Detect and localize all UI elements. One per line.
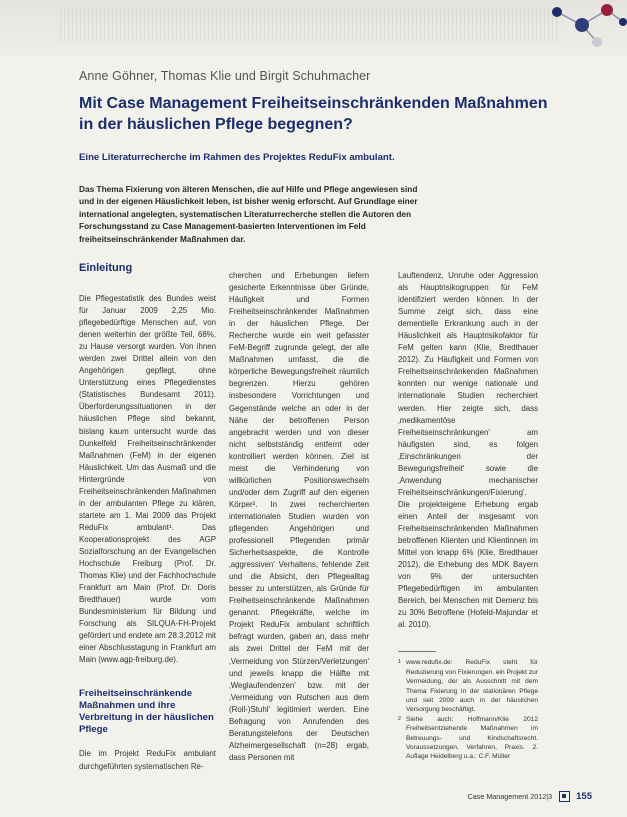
article-subtitle: Eine Literaturrecherche im Rahmen des Projektes ReduFix ambulant. [79,152,395,163]
footnote-number: 1 [398,659,402,666]
section-heading-fem: Freiheitseinschränkende Maßnahmen und ihre Verbreitung in der häuslichen Pflege [79,688,214,736]
molecule-decoration-icon [537,0,627,50]
body-paragraph: cherchen und Erhebungen liefern gesicherte Erkenntnisse über Gründe, Häufigkeit und Formen Freiheitseinschränkender Maßnahmen in der häuslichen Pflege. Der Recherche wurde ein weit gefasster FeM-Begriff zugrunde gelegt, der alle Maßnahmen umfasst, die die körperliche Bewegungsfreiheit räumlich begrenzen. Hierzu gehören insbesondere Vorrichtungen und Gegenstände welche an oder in der Nähe der betroffenen Person angebracht werden und von dieser nicht selbstständig entfernt oder kontrolliert werden können. Ziel ist meist die Verhinderung von willkürlichen Positionswechseln und/oder dem Zugriff auf den eigenen Körper². In zwei recherchierten internationalen Studien wurden von pflegenden Angehörigen und professionell Pflegenden primär Sicherheitsaspekte, die Kontrolle ‚aggressiven' Verhaltens, fehlende Zeit und die Absicht, den Pflegealltag besser zu unterstützen, als Gründe für Freiheitseinschränkende Maßnahmen genannt. Pflegekräfte, welche im Projekt ReduFix ambulant schriftlich befragt wurden, gaben an, dass mehr als zwei Drittel der FeM mit der ‚Vermeidung von Stürzen/Verletzungen' und jeweils knapp die Hälfte mit ‚Weglaufendenzen' bzw. mit der ‚Vermeidung von Rutschen aus dem (Roll-)Stuhl' legitimiert werden. Eine Befragung von Anrufenden des Beratungstelefons der Deutschen Alzheimergesellschaft (n=28) ergab, dass Personen mit [229,271,369,762]
page-number: 155 [576,791,592,802]
footnote-divider [398,651,436,652]
section-heading-einleitung: Einleitung [79,262,133,274]
body-paragraph: Lauftendenz, Unruhe oder Aggression als Hauptrisikogruppen für FeM identifiziert werden können. In der Summe zeigt sich, dass eine dementielle Erkrankung auch in der Häuslichkeit als Hauptrisikofaktor für FeM gelten kann (Klie, Bredthauer 2012). Zu Häufigkeit und Formen von Freiheitseinschränkenden Maßnahmen konnten nur wenige nationale und internationale Studien recherchiert werden. Hier zeigte sich, dass ‚medikamentöse Freiheitseinschränkungen' am häufigsten sind, es folgen ‚Einschränkungen der Bewegungsfreiheit' sowie die ‚Anwendung mechanischer Freiheitseinschränkungen/Fixierung'. Die projekteigene Erhebung ergab einen Anteil der insgesamt von Freiheitseinschränkenden Maßnahmen betroffenen Klienten und Klientinnen im Mittel von knapp 6% (Klie, Bredthauer 2012), die Erhebung des MDK Bayern von 9% der untersuchten Pflegebedürftigen im ambulanten Bereich, bei Menschen mit Demenz bis zu 30% Betroffene (Hofeld-Majundar et al. 2010). [398,271,538,630]
journal-logo-icon [559,791,570,802]
article-abstract: Das Thema Fixierung von älteren Menschen, die auf Hilfe und Pflege angewiesen sind und in der eigenen Häuslichkeit leben, ist bisher wenig erforscht. Auf Grundlage einer international angelegten, systematischen Literaturrecherche stellen die Autoren den Forschungsstand zu Case Management-basierten Interventionen im Feld freiheitseinschränkender Maßnahmen dar. [79,184,418,244]
article-title: Mit Case Management Freiheitseinschränkenden Maßnahmen in der häuslichen Pflege begegnen? [79,95,548,133]
text-column-3 [398,270,538,762]
journal-issue: Case Management 2012|3 [467,792,553,801]
footnote-number: 2 [398,715,402,722]
header-band [0,0,627,56]
section-fem [79,688,216,772]
body-paragraph: Die im Projekt ReduFix ambulant durchgeführten systematischen Re- [79,749,216,771]
article-authors: Anne Göhner, Thomas Klie und Birgit Schuhmacher [79,69,371,83]
footnote-text: www.redufix.de: ReduFix steht für Reduzierung von Fixierungen. ein Projekt zur Vermeidung, der als Ausschnitt mit dem Thema Fixierung in der stationären Pflege und seit 2009 auch in der häuslichen Versorgung beschäftigt. [406,659,538,714]
text-column-1 [79,262,216,773]
footnote-item [398,658,538,714]
page-footer [468,791,592,802]
footnote-list [398,658,538,761]
text-column-2 [229,270,369,764]
footnote-text: Siehe auch: Hoffmann/Klie 2012 Freiheitsentziehende Maßnahmen im Betreuungs- und Kindschaftsrecht. Voraussetzungen, Verfahren, Praxis. 2. Auflage Heidelberg u.a.: C.F. Müller [406,715,538,761]
header-stripe-pattern [60,8,560,42]
footnote-item [398,715,538,762]
body-paragraph: Die Pflegestatistik des Bundes weist für Januar 2009 2,25 Mio. pflegebedürftige Menschen auf, von denen weiterhin der größte Teil, 68%, zu Hause versorgt wurden. Von ihnen werden zwei Drittel allein von den Angehörigen gepflegt, ohne Unterstützung eines Pflegedienstes (Statistisches Bundesamt 2011). Überforderungssituationen in der häuslichen Pflege sind bekannt, bislang kaum untersucht wurde das Dunkelfeld Freiheitseinschränkender Maßnahmen (FeM) in der eigenen Häuslichkeit. Um das Ausmaß und die Hintergründe von Freiheitseinschränkenden Maßnahmen in der ambulanten Pflege zu klären, startete am 1. Mai 2009 das Projekt ReduFix ambulant¹. Das Kooperationsprojekt des AGP Sozialforschung an der Evangelischen Hochschule Freiburg (Prof. Dr. Thomas Klie) und der Fachhochschule Frankfurt am Main (Prof. Dr. Doris Bredthauer) wurde vom Bundesministerium für Bildung und Forschung als SILQUA-FH-Projekt gefördert und endete am 28.3.2012 mit einer Abschlusstagung in Frankfurt am Main (www.agp-freiburg.de). [79,294,216,665]
